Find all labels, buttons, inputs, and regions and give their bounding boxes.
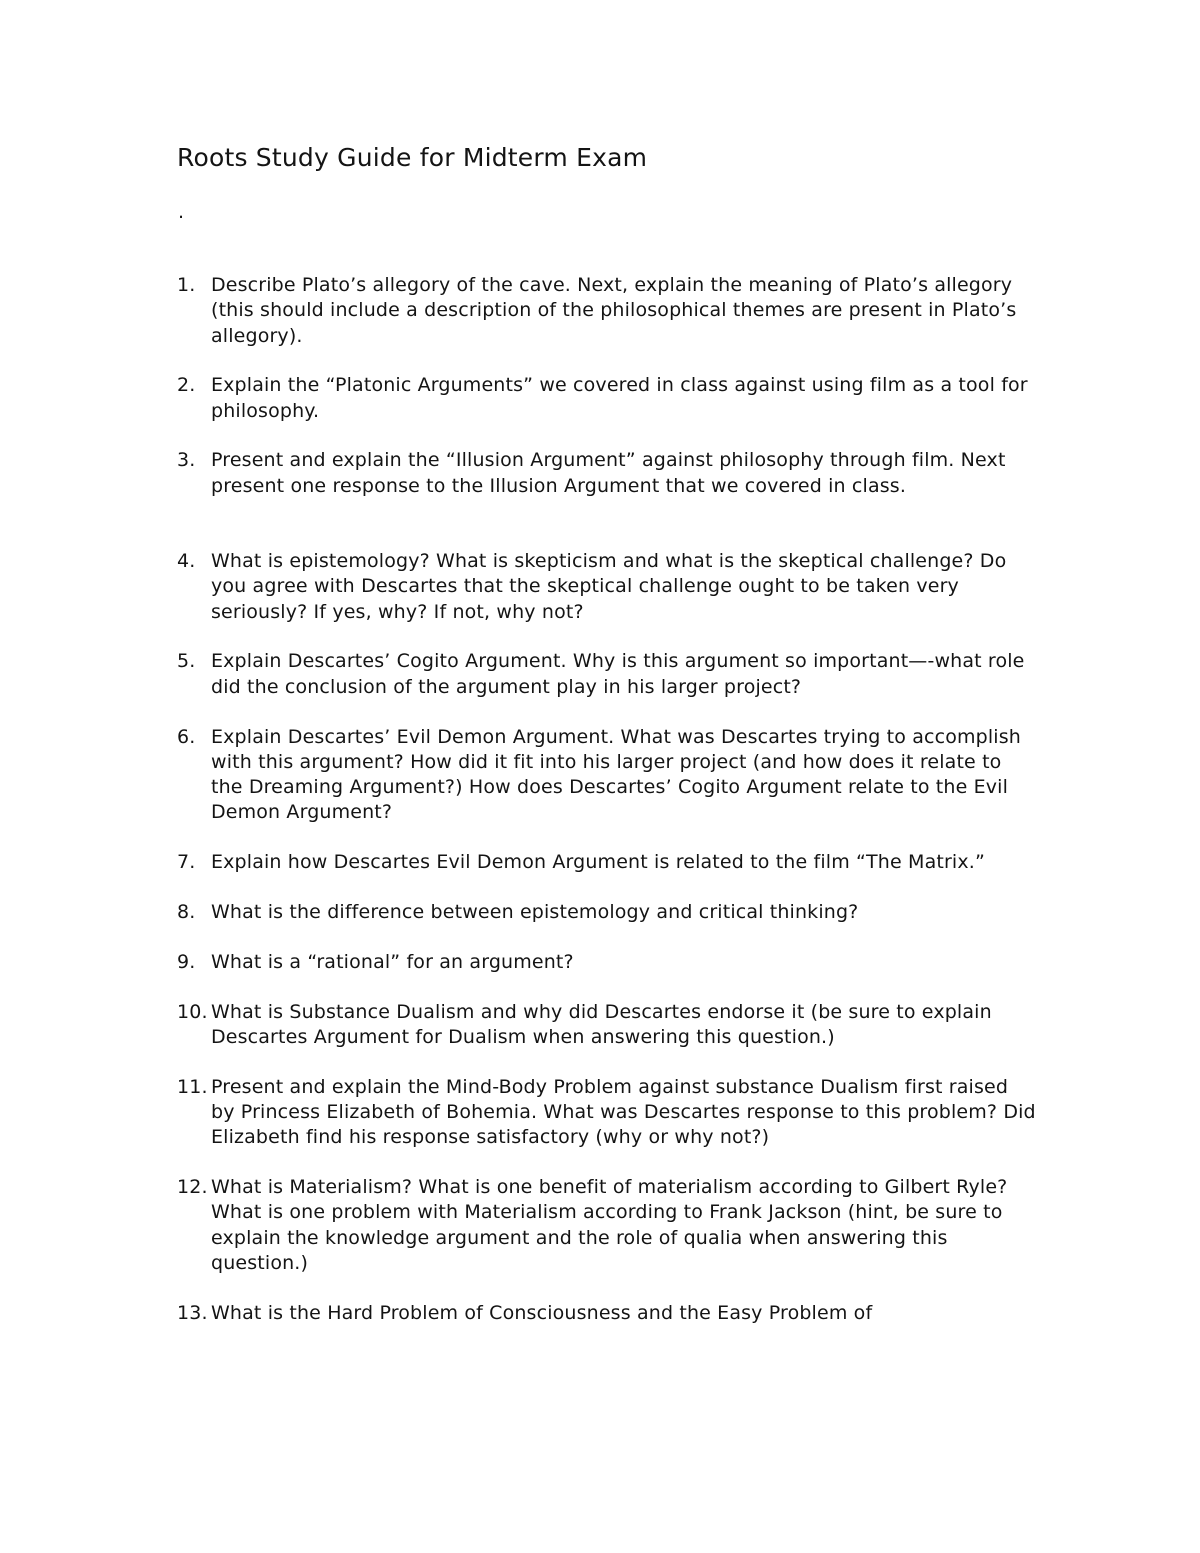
- question-item: [177, 649, 1037, 700]
- question-list: [177, 273, 1037, 1351]
- separator-dot: .: [178, 201, 185, 223]
- question-item: [177, 725, 1037, 826]
- question-number: 10.: [177, 1000, 208, 1023]
- question-number: 12.: [177, 1176, 208, 1199]
- question-item: [177, 448, 1037, 499]
- question-text: Explain Descartes’ Evil Demon Argument. What was Descartes trying to accomplish with this argument? How did it fit into his larger project (and how does it relate to the Dreaming Argument?) How does Descartes’ Cogito Argument relate to the Evil Demon Argument?: [211, 725, 1021, 824]
- question-text: What is the difference between epistemology and critical thinking?: [211, 901, 859, 924]
- question-text: Present and explain the Mind-Body Problem against substance Dualism first raised by Princess Elizabeth of Bohemia. What was Descartes response to this problem? Did Elizabeth find his response satisfactory (why or why not?): [211, 1075, 1036, 1149]
- question-item: [177, 549, 1037, 625]
- question-number: 2.: [177, 374, 196, 397]
- question-number: 6.: [177, 725, 196, 748]
- question-number: 5.: [177, 650, 196, 673]
- document-title: Roots Study Guide for Midterm Exam: [177, 143, 648, 172]
- question-item: [177, 373, 1037, 424]
- question-item: [177, 1075, 1037, 1151]
- question-text: Present and explain the “Illusion Argument” against philosophy through film. Next present one response to the Illusion Argument that we covered in class.: [211, 449, 1006, 497]
- question-item: [177, 1175, 1037, 1276]
- question-text: Explain how Descartes Evil Demon Argument is related to the film “The Matrix.”: [211, 851, 985, 874]
- question-item: [177, 273, 1037, 349]
- question-number: 13.: [177, 1301, 208, 1324]
- question-text: Explain Descartes’ Cogito Argument. Why is this argument so important—-what role did the conclusion of the argument play in his larger project?: [211, 650, 1025, 698]
- question-number: 11.: [177, 1075, 208, 1098]
- question-text: Explain the “Platonic Arguments” we covered in class against using film as a tool for philosophy.: [211, 374, 1028, 422]
- question-item: [177, 850, 1037, 875]
- question-item: [177, 900, 1037, 925]
- question-number: 9.: [177, 950, 196, 973]
- question-text: What is Materialism? What is one benefit of materialism according to Gilbert Ryle? What is one problem with Materialism according to Frank Jackson (hint, be sure to explain the knowledge argument and the role of qualia when answering this question.): [211, 1176, 1008, 1275]
- question-item: [177, 1301, 1037, 1326]
- question-number: 4.: [177, 550, 196, 573]
- question-text: What is Substance Dualism and why did Descartes endorse it (be sure to explain Descartes Argument for Dualism when answering this question.): [211, 1000, 992, 1048]
- question-item: [177, 1000, 1037, 1051]
- question-text: What is a “rational” for an argument?: [211, 950, 574, 973]
- question-number: 8.: [177, 901, 196, 924]
- question-text: Describe Plato’s allegory of the cave. Next, explain the meaning of Plato’s allegory (this should include a description of the philosophical themes are present in Plato’s allegory).: [211, 274, 1017, 347]
- question-text: What is the Hard Problem of Consciousness and the Easy Problem of: [211, 1301, 873, 1324]
- question-text: What is epistemology? What is skepticism and what is the skeptical challenge? Do you agree with Descartes that the skeptical challenge ought to be taken very seriously? If yes, why? If not, why not?: [211, 550, 1007, 623]
- question-number: 1.: [177, 274, 196, 296]
- question-item: [177, 950, 1037, 975]
- question-number: 7.: [177, 851, 196, 874]
- question-number: 3.: [177, 449, 196, 472]
